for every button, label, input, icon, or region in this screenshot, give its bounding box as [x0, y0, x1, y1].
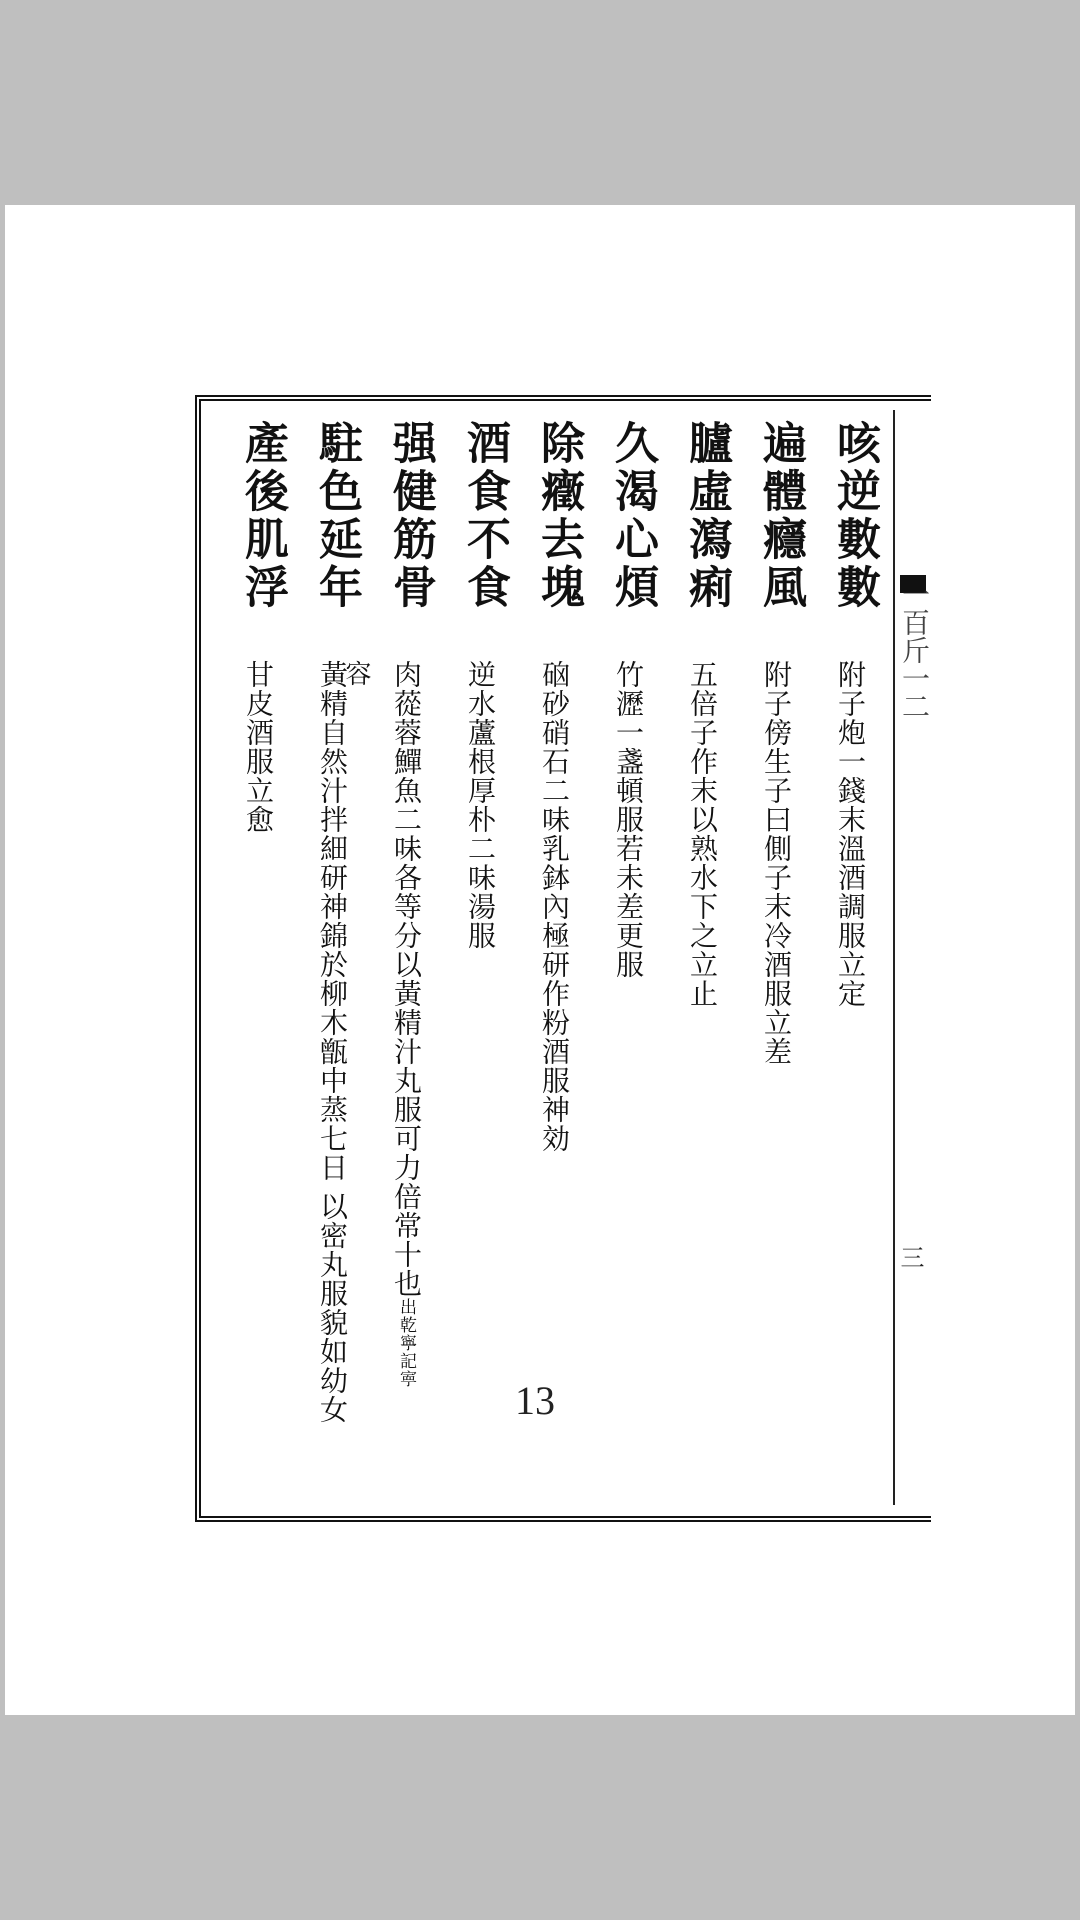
edge-margin-text-bottom: 三: [896, 1245, 924, 1269]
entry-remedy: 硇砂硝石二味乳鉢內極研作粉酒服神効: [538, 660, 571, 1153]
entry-remedy: 甘皮酒服立愈: [242, 660, 275, 834]
entry-heading: 駐色延年: [311, 420, 362, 612]
entry-heading: 酒食不食: [459, 420, 510, 612]
edge-margin-text: 一百斤一二: [898, 580, 931, 720]
entry-heading: 產後肌浮: [237, 420, 288, 612]
entry-remedy: 黃精自然汁拌細研神錦於柳木甑中蒸七日 以密丸服貌如幼女: [316, 660, 349, 1424]
entry-remedy: 逆水蘆根厚朴二味湯服: [464, 660, 497, 950]
entry-heading: 强健筋骨: [385, 420, 436, 612]
entry-remedy: 附子傍生子曰側子末冷酒服立差: [760, 660, 793, 1066]
entry-remedy: [389, 660, 423, 1490]
entry-remedy: 五倍子作末以熟水下之立止: [686, 660, 719, 1008]
entry-heading: 除癥去塊: [533, 420, 584, 612]
entry-heading: 遍體癮風: [755, 420, 806, 612]
entry-source-note: 出乾寧記寕: [396, 1298, 416, 1388]
entry-heading: 久渴心煩: [607, 420, 658, 612]
entry-remedy: 附子炮一錢末溫酒調服立定: [834, 660, 867, 1008]
entry-heading: 臚虛瀉痢: [681, 420, 732, 612]
entry-remedy-text: 肉蓯蓉鱓魚二味各等分以黃精汁丸服可力倍常十也: [390, 660, 423, 1298]
entry-remedy: 竹瀝一盞頓服若未差更服: [612, 660, 645, 979]
page-number: 13: [515, 1378, 555, 1423]
text-columns: [215, 420, 885, 1490]
frame-right-rule: [893, 410, 895, 1505]
entry-heading: 咳逆數數: [829, 420, 880, 612]
entry-continuation: 容: [341, 660, 371, 686]
